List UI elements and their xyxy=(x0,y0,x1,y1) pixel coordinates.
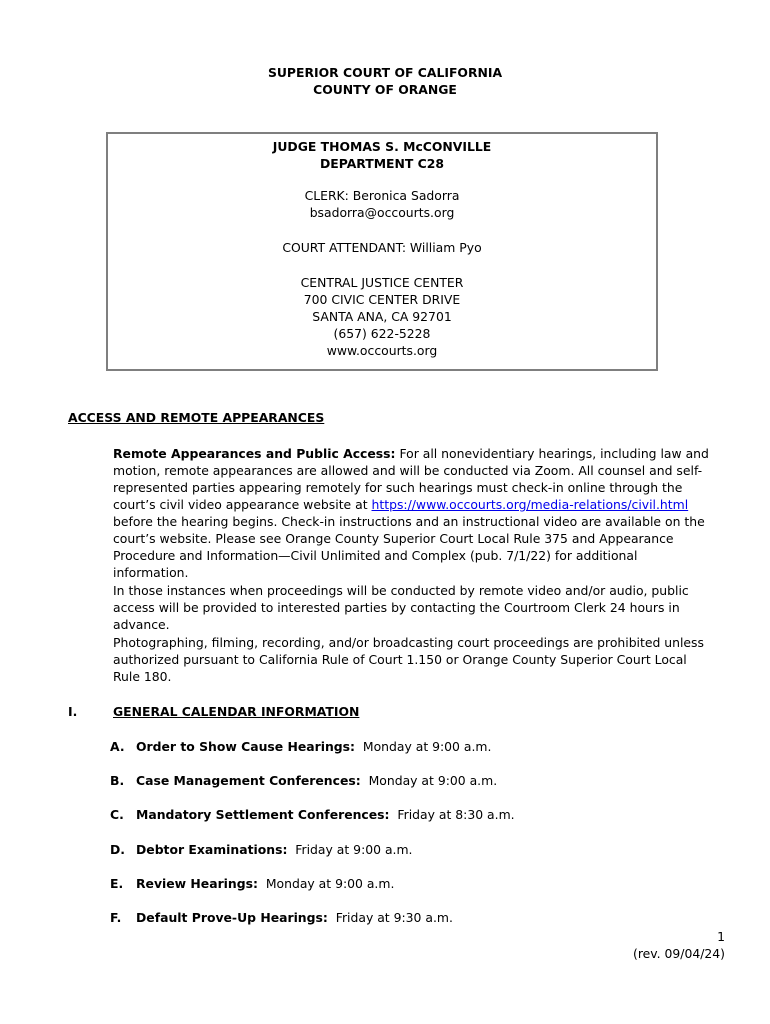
department: DEPARTMENT C28 xyxy=(320,156,444,171)
justice-center: CENTRAL JUSTICE CENTER xyxy=(300,275,464,290)
calendar-item xyxy=(110,909,453,926)
court-name: SUPERIOR COURT OF CALIFORNIA xyxy=(267,65,503,80)
item-label: Default Prove-Up Hearings: xyxy=(136,910,328,925)
item-label: Mandatory Settlement Conferences: xyxy=(136,807,390,822)
civil-video-link[interactable]: https://www.occourts.org/media-relations/civil.html xyxy=(371,497,689,512)
item-value: Friday at 9:00 a.m. xyxy=(287,842,413,857)
court-header xyxy=(0,64,770,98)
item-value: Monday at 9:00 a.m. xyxy=(257,876,395,891)
remote-appearances-paragraph xyxy=(113,445,713,581)
item-label: Case Management Conferences: xyxy=(136,773,361,788)
clerk-block xyxy=(108,187,656,221)
access-section-title: ACCESS AND REMOTE APPEARANCES xyxy=(68,410,325,425)
calendar-item xyxy=(110,806,515,823)
item-value: Friday at 8:30 a.m. xyxy=(389,807,515,822)
address-block xyxy=(108,274,656,359)
clerk-email: bsadorra@occourts.org xyxy=(309,205,455,220)
public-access-paragraph: In those instances when proceedings will be conducted by remote video and/or audio, public access will be provided to interested parties by contacting the Courtroom Clerk 24 hours in advance. xyxy=(113,583,689,632)
county-name: COUNTY OF ORANGE xyxy=(313,82,457,97)
section-number: I. xyxy=(68,704,78,719)
item-label: Review Hearings: xyxy=(136,876,258,891)
item-label: Debtor Examinations: xyxy=(136,842,288,857)
judge-info-box xyxy=(106,132,658,371)
street-address: 700 CIVIC CENTER DRIVE xyxy=(303,292,461,307)
calendar-item xyxy=(110,772,497,789)
remote-appearances-label: Remote Appearances and Public Access: xyxy=(113,446,396,461)
item-letter: C. xyxy=(110,807,124,822)
court-website: www.occourts.org xyxy=(326,343,438,358)
item-letter: B. xyxy=(110,773,125,788)
section-title: GENERAL CALENDAR INFORMATION xyxy=(113,704,360,719)
item-value: Monday at 9:00 a.m. xyxy=(355,739,492,754)
item-letter: F. xyxy=(110,910,122,925)
revision-date: (rev. 09/04/24) xyxy=(632,946,725,961)
calendar-item xyxy=(110,841,412,858)
page-number: 1 xyxy=(717,929,725,944)
item-value: Friday at 9:30 a.m. xyxy=(327,910,453,925)
item-label: Order to Show Cause Hearings: xyxy=(136,739,355,754)
clerk-name: CLERK: Beronica Sadorra xyxy=(304,188,460,203)
calendar-item xyxy=(110,875,394,892)
remote-appearances-text-b: before the hearing begins. Check-in instructions and an instructional video are available on the court’s website. Please see Orange County Superior Court Local Rule 375 and Appearance Procedure and Information—Civil Unlimited and Complex (pub. 7/1/22) for additional information. xyxy=(113,514,705,580)
recording-paragraph: Photographing, filming, recording, and/or broadcasting court proceedings are prohibited unless authorized pursuant to California Rule of Court 1.150 or Orange County Superior Court Local Rule 180. xyxy=(113,635,704,684)
attendant-block xyxy=(108,239,656,256)
item-value: Monday at 9:00 a.m. xyxy=(360,773,498,788)
calendar-item xyxy=(110,738,491,755)
court-attendant: COURT ATTENDANT: William Pyo xyxy=(282,240,482,255)
item-letter: E. xyxy=(110,876,124,891)
phone-number: (657) 622-5228 xyxy=(333,326,431,341)
judge-block xyxy=(108,138,656,172)
city-address: SANTA ANA, CA 92701 xyxy=(312,309,452,324)
item-letter: D. xyxy=(110,842,125,857)
remote-appearances-text-a: For all nonevidentiary hearings, including law and motion, remote appearances are allowed and will be conducted via Zoom. All counsel and self-represented parties appearing remotely for such hearings must check-in online through the court’s civil video appearance website at xyxy=(113,446,709,512)
item-letter: A. xyxy=(110,739,125,754)
judge-name: JUDGE THOMAS S. McCONVILLE xyxy=(272,139,492,154)
page-footer xyxy=(633,928,725,962)
